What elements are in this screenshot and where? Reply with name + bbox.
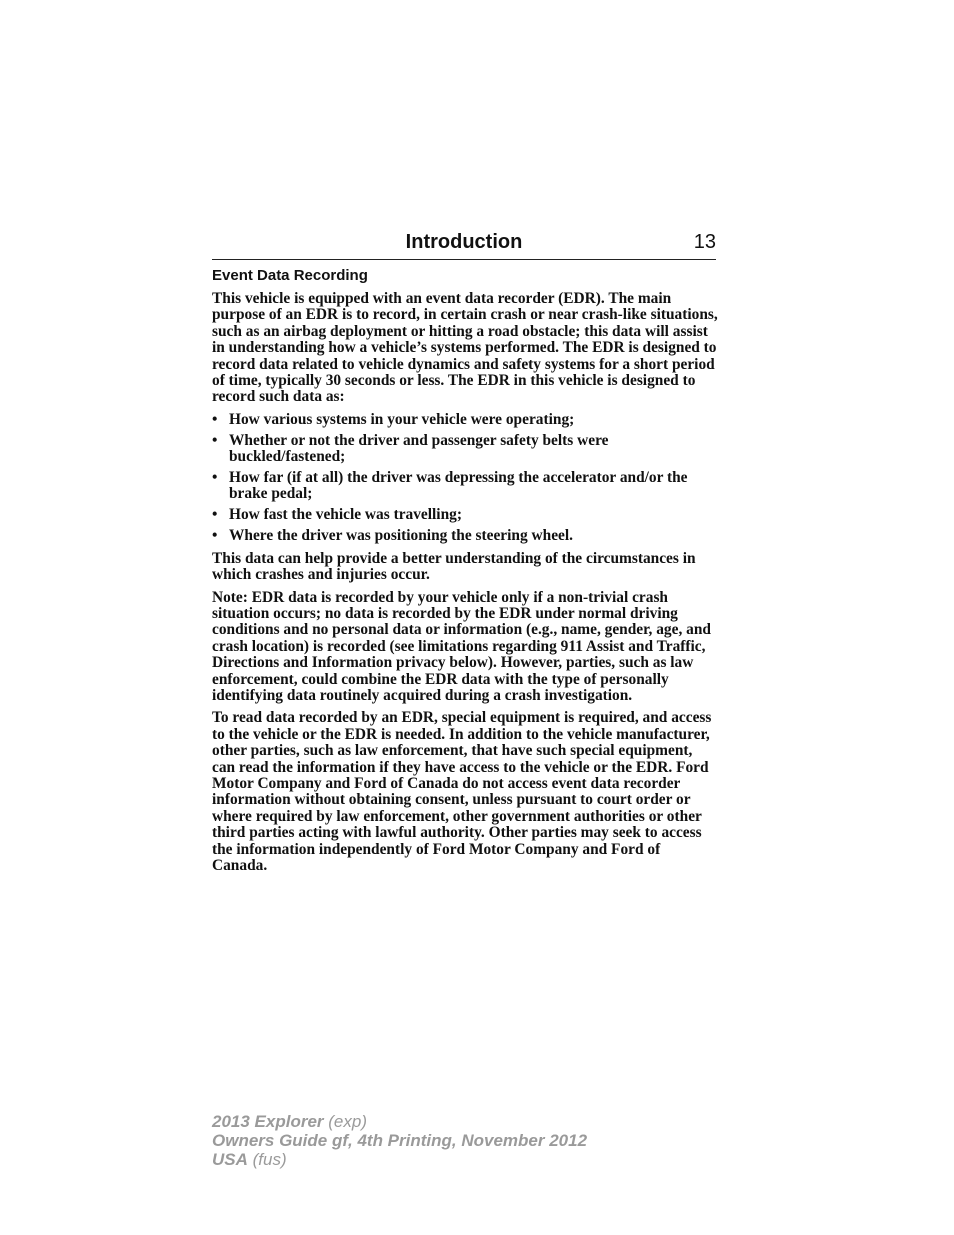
footer-model: 2013 Explorer [212, 1112, 324, 1131]
list-item: • How fast the vehicle was travelling; [212, 507, 718, 523]
intro-paragraph: This vehicle is equipped with an event data recorder (EDR). The main purpose of an EDR is to record, in certain crash or near crash-like situations, such as an airbag deployment or hitting a road obstacle; this data will assist in understanding how a vehicle’s systems performed. The EDR is designed to record data related to vehicle dynamics and safety systems for a short period of time, typically 30 seconds or less. The EDR in this vehicle is designed to record such data as: [212, 290, 718, 406]
list-item: • Whether or not the driver and passenger safety belts were buckled/fastened; [212, 433, 718, 466]
list-item: • Where the driver was positioning the steering wheel. [212, 528, 718, 544]
understanding-paragraph: This data can help provide a better understanding of the circumstances in which crashes and injuries occur. [212, 549, 696, 584]
page-footer [212, 1112, 587, 1169]
list-item: • How various systems in your vehicle were operating; [212, 412, 718, 428]
page-number: 13 [693, 231, 716, 253]
chapter-title: Introduction [405, 231, 523, 253]
access-paragraph: To read data recorded by an EDR, special equipment is required, and access to the vehicle or the EDR is needed. In addition to the vehicle manufacturer, other parties, such as law enforcement, that have such special equipment, can read the information if they have access to the vehicle or the EDR. Ford Motor Company and Ford of Canada do not access event data recorder information without obtaining consent, unless pursuant to court order or where required by law enforcement, other government authorities or other third parties acting with lawful authority. Other parties may seek to access the information independently of Ford Motor Company and Ford of Canada. [212, 709, 712, 874]
footer-printing: Owners Guide gf, 4th Printing, November 2012 [212, 1131, 588, 1150]
note-paragraph: Note: EDR data is recorded by your vehicle only if a non-trivial crash situation occurs; no data is recorded by the EDR under normal driving conditions and no personal data or information (e.g., name, gender, age, and crash location) is recorded (see limitations regarding 911 Assist and Traffic, Directions and Information privacy below). However, parties, such as law enforcement, could combine the EDR data with the type of personally identifying data routinely acquired during a crash investigation. [212, 588, 711, 704]
edr-data-list [212, 412, 718, 545]
footer-market-line [212, 1150, 587, 1169]
list-item: • How far (if at all) the driver was depressing the accelerator and/or the brake pedal; [212, 470, 718, 503]
page-content [212, 266, 718, 880]
footer-model-line [212, 1112, 587, 1131]
footer-market-code: (fus) [252, 1150, 287, 1169]
section-heading: Event Data Recording [212, 267, 368, 284]
footer-model-code: (exp) [328, 1112, 367, 1131]
page-header [212, 229, 716, 260]
footer-market: USA [212, 1150, 248, 1169]
